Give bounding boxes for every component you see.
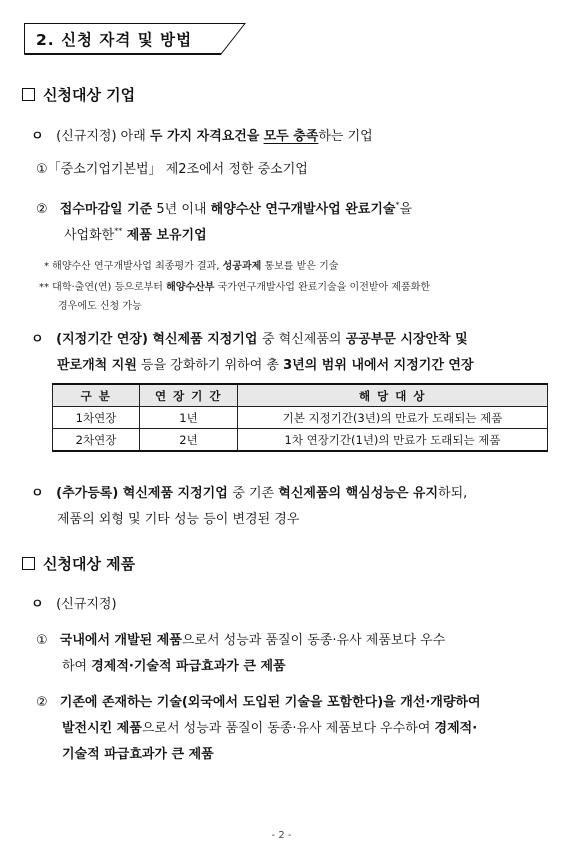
text-segment: 하는 기업	[318, 129, 373, 144]
company-add-line1	[31, 482, 467, 501]
footnote-2-line2: 경우에도 신청 가능	[58, 301, 142, 312]
table-cell: 기본 지정기간(3년)의 만료가 도래되는 제품	[238, 407, 548, 429]
company-new-line	[31, 125, 373, 144]
text-segment: 기술적 파급효과가 큰 제품	[62, 747, 214, 762]
text-segment: 두 가지 자격요건을	[149, 129, 260, 144]
text-segment: 모두 충족	[263, 129, 319, 144]
table-header: 해 당 대 상	[238, 384, 548, 407]
footnote-1	[44, 257, 338, 272]
product-item-1-line2	[62, 655, 286, 674]
text-segment: 제품 보유기업	[122, 228, 207, 243]
text-segment: 3년의 범위 내에서 지정기간 연장	[283, 358, 474, 373]
text-segment: 혁신제품 지정기업	[147, 332, 262, 347]
company-extension-line1	[31, 328, 468, 347]
text-segment: 혁신제품 지정기업	[118, 486, 233, 501]
table-cell: 1차연장	[53, 407, 140, 429]
text-segment: **	[114, 226, 123, 236]
table-row	[53, 407, 548, 429]
text-segment: 해양수산 연구개발사업 완료기술	[210, 202, 396, 217]
footnote-2-line1	[39, 278, 430, 293]
text-segment: *	[395, 200, 400, 210]
text-segment: 으로서 성능과 품질이 동종·유사 제품보다 우수	[181, 633, 446, 648]
product-item-1-line1	[36, 629, 445, 648]
text-segment: * 해양수산 연구개발사업 최종평가 결과,	[44, 261, 223, 272]
text-segment: 하여	[62, 659, 92, 674]
section-title: 2. 신청 자격 및 방법	[36, 31, 193, 49]
text-segment: 판로개척 지원	[57, 358, 137, 373]
text-segment: 국내에서 개발된 제품	[59, 633, 182, 648]
text-segment: 국가연구개발사업 완료기술을 이전받아 제품화한	[214, 282, 431, 293]
company-item-2-line1	[36, 198, 412, 217]
company-heading-text: 신청대상 기업	[43, 86, 136, 104]
text-segment: 경제적·기술적 파급효과가 큰 제품	[91, 659, 286, 674]
text-segment: 등을 강화하기 위하여 총	[136, 358, 284, 373]
company-item-2-line2	[64, 224, 207, 243]
text-segment: 하되,	[438, 486, 468, 501]
text-segment: 기존에 존재하는 기술(외국에서 도입된 기술을 포함한다)을 개선·개량하여	[59, 695, 481, 710]
square-bullet-icon	[22, 557, 35, 570]
table-cell: 1년	[140, 407, 238, 429]
extension-table	[52, 383, 548, 452]
text-segment: (추가등록)	[56, 486, 119, 501]
bullet-o-icon: ㅇ	[31, 129, 44, 144]
text-segment: ** 대학·출연(연) 등으로부터	[39, 282, 167, 293]
text-segment: (신규지정)	[56, 597, 117, 612]
square-bullet-icon	[22, 88, 35, 101]
company-item-1: ①「중소기업기본법」 제2조에서 정한 중소기업	[36, 162, 308, 177]
text-segment: 사업화한	[64, 228, 115, 243]
bullet-o-icon: ㅇ	[31, 332, 44, 347]
text-segment: 공공부문 시장안착 및	[345, 332, 468, 347]
text-segment: 중 혁신제품의	[261, 332, 346, 347]
product-heading	[22, 553, 135, 574]
text-segment: 혁신제품의 핵심성능은 유지	[278, 486, 439, 501]
text-segment: 중 기존	[232, 486, 279, 501]
company-extension-line2	[57, 354, 474, 373]
text-segment: 통보를 받은 기술	[261, 261, 339, 272]
table-row	[53, 429, 548, 452]
text-segment: (신규지정) 아래	[56, 129, 146, 144]
table-header: 연 장 기 간	[140, 384, 238, 407]
text-segment: 발전시킨 제품	[62, 721, 142, 736]
text-segment: 경제적·	[434, 721, 478, 736]
table-cell: 2년	[140, 429, 238, 452]
bullet-o-icon: ㅇ	[31, 597, 44, 612]
product-item-2-line3	[62, 743, 214, 762]
page-number: - 2 -	[271, 830, 292, 841]
company-add-line2: 제품의 외형 및 기타 성능 등이 변경된 경우	[57, 512, 300, 527]
table-header-row	[53, 384, 548, 407]
section-title-box	[24, 23, 242, 54]
circled-one-icon: ①	[36, 633, 48, 648]
circled-two-icon: ②	[36, 202, 48, 217]
product-heading-text: 신청대상 제품	[43, 555, 136, 573]
table-cell: 1차 연장기간(1년)의 만료가 도래되는 제품	[238, 429, 548, 452]
circled-two-icon: ②	[36, 695, 48, 710]
text-segment: 5년 이내	[152, 202, 211, 217]
text-segment: (지정기간 연장)	[56, 332, 148, 347]
company-heading	[22, 84, 135, 105]
text-segment: 접수마감일 기준	[59, 202, 153, 217]
bullet-o-icon: ㅇ	[31, 486, 44, 501]
text-segment: 으로서 성능과 품질이 동종·유사 제품보다 우수하여	[141, 721, 435, 736]
table-header: 구 분	[53, 384, 140, 407]
text-segment: 을	[399, 202, 413, 217]
text-segment: 해양수산부	[166, 282, 215, 293]
product-new-line	[31, 593, 117, 612]
table-cell: 2차연장	[53, 429, 140, 452]
product-item-2-line2	[62, 717, 477, 736]
text-segment: 성공과제	[222, 261, 262, 272]
product-item-2-line1	[36, 691, 481, 710]
